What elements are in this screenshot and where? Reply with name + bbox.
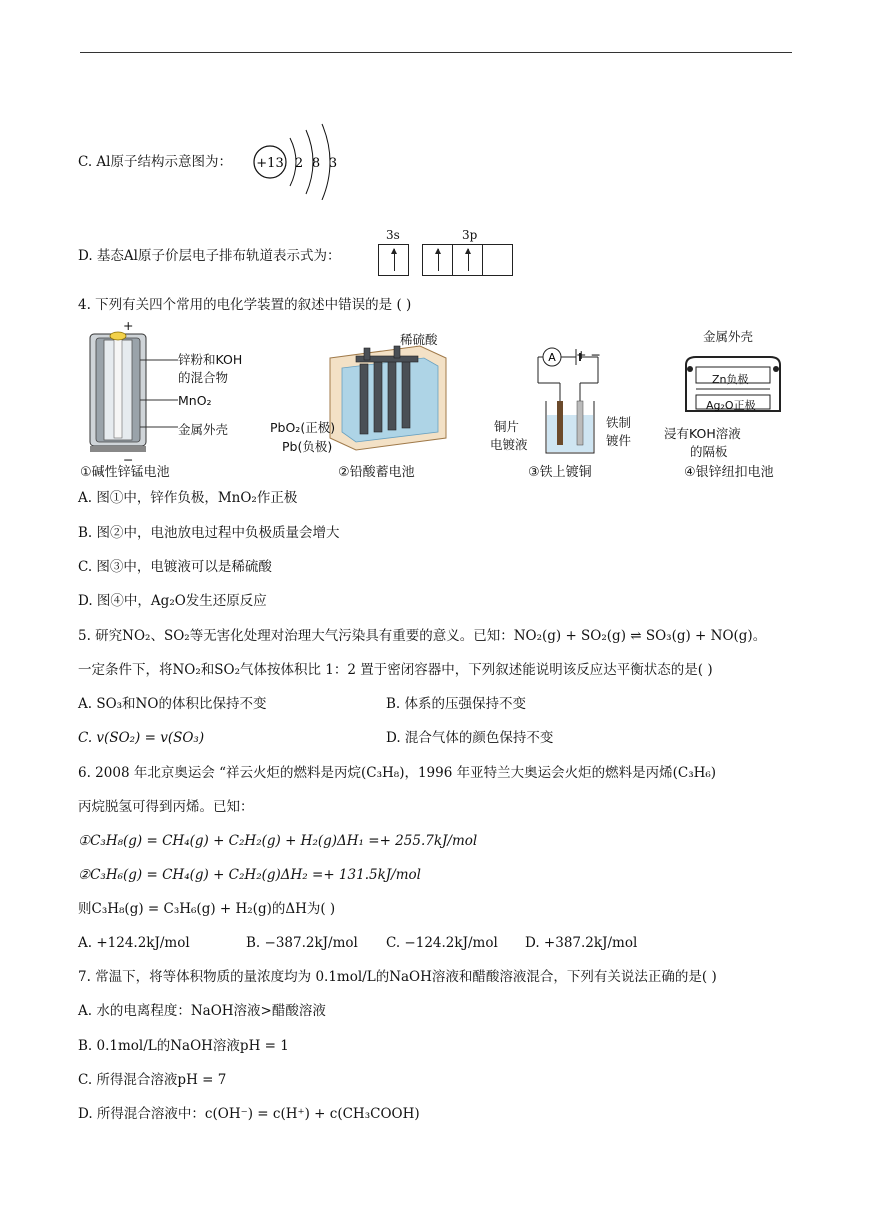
orbital-3s-box: [378, 244, 409, 276]
orbital-diagram: [378, 244, 518, 276]
q5-option-d: D. 混合气体的颜色保持不变: [386, 730, 554, 746]
q3-option-d: D. 基态Al原子价层电子排布轨道表示式为：: [78, 248, 341, 264]
fig1-label-mixture: 的混合物: [178, 370, 229, 385]
shell-1-count: 2: [294, 156, 304, 171]
q4-stem: 4. 下列有关四个常用的电化学装置的叙述中错误的是 ( ): [78, 297, 412, 313]
q6-question: 则C₃H₈(g) = C₃H₆(g) + H₂(g)的ΔH为( ): [78, 901, 336, 917]
q7-option-d: D. 所得混合溶液中：c(OH⁻) = c(H⁺) + c(CH₃COOH): [78, 1106, 420, 1122]
q7-option-a: A. 水的电离程度：NaOH溶液>醋酸溶液: [78, 1003, 326, 1019]
q6-option-b: B. −387.2kJ/mol: [246, 935, 358, 951]
fig2-label-sulfuric: 稀硫酸: [400, 332, 438, 347]
al-atom-structure-diagram: [250, 120, 360, 200]
fig1-label-zinc-koh: 锌粉和KOH: [178, 352, 243, 367]
q6-option-d: D. +387.2kJ/mol: [525, 935, 638, 951]
fig4-label-koh: 浸有KOH溶液: [664, 426, 741, 441]
shell-2-count: 8: [311, 156, 321, 171]
q3-option-c: C. Al原子结构示意图为：: [78, 154, 232, 170]
fig3-label-iron: 铁制: [606, 415, 632, 430]
up-arrow-icon: [438, 249, 439, 271]
q6-equation-2: ②C₃H₆(g) = CH₄(g) + C₂H₂(g)ΔH₂ =+ 131.5kJ/mol: [78, 867, 421, 883]
q5-option-c: C. v(SO₂) = v(SO₃): [78, 730, 205, 746]
fig1-label-mno2: MnO₂: [178, 393, 212, 408]
orbital-3p-box-2: [452, 244, 483, 276]
fig4-label-separator: 的隔板: [690, 444, 728, 459]
orbital-3p-box-3: [482, 244, 513, 276]
fig1-caption: ①碱性锌锰电池: [80, 465, 170, 480]
fig1-minus: −: [123, 452, 134, 467]
q7-option-b: B. 0.1mol/L的NaOH溶液pH = 1: [78, 1038, 289, 1054]
fig3-caption: ③铁上镀铜: [528, 465, 592, 480]
q5-stem-line1: 5. 研究NO₂、SO₂等无害化处理对治理大气污染具有重要的意义。已知：NO₂(g) + SO₂(g) ⇌ SO₃(g) + NO(g)。: [78, 628, 767, 644]
q5-option-a: A. SO₃和NO的体积比保持不变: [78, 696, 267, 712]
label-3p: 3p: [462, 228, 478, 242]
up-arrow-icon: [468, 249, 469, 271]
up-arrow-icon: [394, 249, 395, 271]
fig4-label-shell: 金属外壳: [703, 329, 754, 344]
q6-equation-1: ①C₃H₈(g) = CH₄(g) + C₂H₂(g) + H₂(g)ΔH₁ =+ 255.7kJ/mol: [78, 833, 478, 849]
fig3-label-part: 镀件: [606, 433, 632, 448]
q4-option-c: C. 图③中，电镀液可以是稀硫酸: [78, 559, 272, 575]
q4-option-a: A. 图①中，锌作负极，MnO₂作正极: [78, 490, 298, 506]
fig3-label-solution: 电镀液: [490, 437, 528, 452]
q6-option-a: A. +124.2kJ/mol: [78, 935, 190, 951]
fig2-label-pb: Pb(负极): [282, 439, 333, 454]
q7-stem: 7. 常温下，将等体积物质的量浓度均为 0.1mol/L的NaOH溶液和醋酸溶液混合，下列有关说法正确的是( ): [78, 969, 717, 985]
q6-option-c: C. −124.2kJ/mol: [386, 935, 498, 951]
fig2-caption: ②铅酸蓄电池: [338, 465, 415, 480]
q4-option-b: B. 图②中，电池放电过程中负极质量会增大: [78, 525, 340, 541]
q7-option-c: C. 所得混合溶液pH = 7: [78, 1072, 227, 1088]
label-3s: 3s: [386, 228, 400, 242]
fig1-label-shell: 金属外壳: [178, 422, 229, 437]
fig1-plus: +: [123, 318, 134, 333]
fig4-caption: ④银锌纽扣电池: [684, 465, 774, 480]
fig4-label-zn: Zn负极: [712, 373, 749, 386]
q5-stem-line2: 一定条件下，将NO₂和SO₂气体按体积比 1：2 置于密闭容器中，下列叙述能说明该反应达平衡状态的是( ): [78, 662, 713, 678]
orbital-3p-box-1: [422, 244, 453, 276]
fig3-label-copper: 铜片: [494, 419, 520, 434]
q5-option-b: B. 体系的压强保持不变: [386, 696, 527, 712]
fig2-lead-acid-battery: [320, 338, 450, 453]
q6-stem-line1: 6. 2008 年北京奥运会 “祥云火炬的燃料是丙烷(C₃H₈)，1996 年亚特兰大奥运会火炬的燃料是丙烯(C₃H₆): [78, 765, 717, 781]
fig1-leader-lines: [138, 350, 180, 430]
q6-stem-line2: 丙烷脱氢可得到丙烯。已知：: [78, 799, 254, 815]
fig2-label-pbo2: PbO₂(正极): [270, 420, 336, 435]
shell-3-count: 3: [328, 156, 338, 171]
fig3-battery-sign: + −: [576, 347, 601, 362]
nucleus-charge: +13: [256, 156, 284, 171]
ammeter-symbol: A: [548, 351, 556, 364]
fig4-label-ag2o: Ag₂O正极: [706, 399, 756, 412]
header-rule: [80, 52, 792, 53]
q4-option-d: D. 图④中，Ag₂O发生还原反应: [78, 593, 267, 609]
